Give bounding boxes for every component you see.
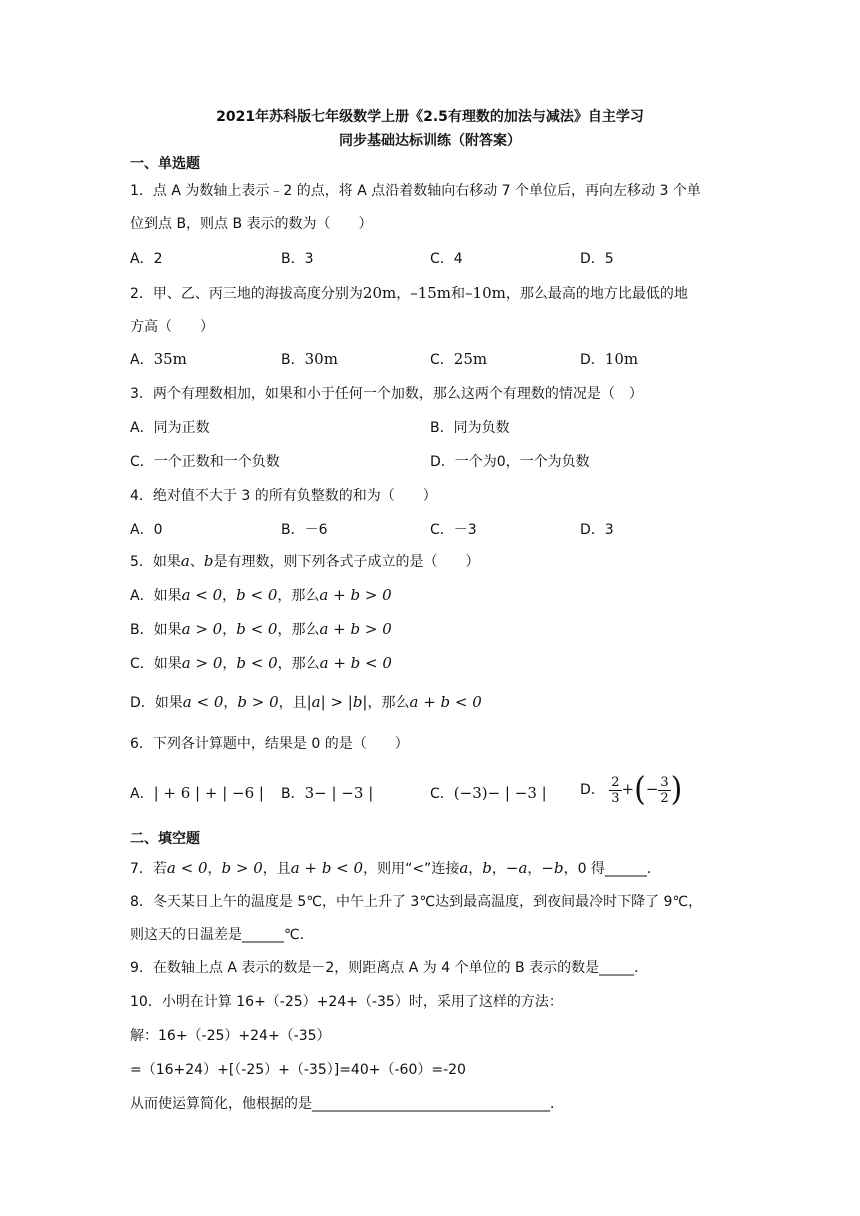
term-neg-a: −a	[505, 859, 528, 877]
altitude-1: 20m	[362, 284, 397, 302]
question-5-pre: 5．如果	[130, 554, 181, 570]
q7-pre: 7．若	[130, 861, 167, 877]
minus-sign: −	[645, 780, 659, 798]
then: ，那么	[277, 656, 320, 672]
question-6-line-1: 6．下列各计算题中，结果是 0 的是（ ）	[130, 736, 409, 752]
question-5-sep: 、	[189, 554, 204, 570]
question-1-line-2: 位到点 B，则点 B 表示的数为（ ）	[130, 216, 373, 232]
question-4-option-b: B．－6	[281, 522, 328, 538]
question-10-line-4: 从而使运算简化，他根据的是__________________________________．	[130, 1096, 564, 1112]
numerator: 3	[660, 774, 669, 790]
var-a: a	[180, 552, 190, 570]
option-expression: 3− | −3 |	[304, 784, 374, 802]
question-3-option-c: C．一个正数和一个负数	[130, 454, 280, 470]
question-3-option-b: B．同为负数	[430, 420, 510, 436]
option-label: B．	[281, 786, 305, 802]
question-6-option-c	[430, 783, 547, 803]
denominator: 3	[611, 790, 620, 806]
question-7-line-1	[130, 858, 661, 878]
question-1-option-b: B．3	[281, 251, 314, 267]
sep: ，	[491, 861, 506, 877]
condition-1: a < 0	[181, 586, 223, 604]
option-label: B．	[281, 352, 305, 368]
condition-1: a < 0	[182, 693, 224, 711]
option-label: C．如果	[130, 656, 182, 672]
question-5-option-a	[130, 585, 392, 605]
result: a + b > 0	[319, 586, 392, 604]
question-1-option-a: A．2	[130, 251, 163, 267]
question-4-line-1: 4．绝对值不大于 3 的所有负整数的和为（ ）	[130, 488, 437, 504]
question-2-line-2: 方高（ ）	[130, 319, 214, 335]
question-5-line-1	[130, 551, 479, 571]
condition-3: |a| > |b|	[306, 693, 368, 711]
then: ，那么	[277, 622, 320, 638]
sep: ，	[222, 656, 237, 672]
then: ，那么	[277, 588, 320, 604]
and: ，且	[262, 861, 291, 877]
numerator: 2	[611, 774, 620, 790]
option-expression: | + 6 | + | −6 |	[153, 784, 264, 802]
q7-mid: ，则用“<”连接	[363, 861, 460, 877]
question-2-text-a: 2．甲、乙、丙三地的海拔高度分别为	[130, 286, 363, 302]
condition-2: b > 0	[221, 859, 263, 877]
question-3-line-1: 3．两个有理数相加，如果和小于任何一个加数，那么这两个有理数的情况是（ ）	[130, 386, 643, 402]
question-2-option-a	[130, 349, 187, 369]
then: ，那么	[367, 695, 410, 711]
question-5-post: 是有理数，则下列各式子成立的是（ ）	[213, 554, 480, 570]
option-label: C．	[430, 352, 454, 368]
option-expression: (−3)− | −3 |	[453, 784, 547, 802]
term-neg-b: −b	[541, 859, 564, 877]
denominator: 2	[660, 790, 669, 806]
document-title: 2021年苏科版七年级数学上册《2.5有理数的加法与减法》自主学习	[216, 109, 644, 125]
question-10-line-1: 10．小明在计算 16+（-25）+24+（-35）时，采用了这样的方法：	[130, 994, 563, 1010]
option-label: B．如果	[130, 622, 182, 638]
condition-1: a < 0	[166, 859, 208, 877]
term-a: a	[459, 859, 469, 877]
question-1-option-d: D．5	[580, 251, 614, 267]
question-8-line-1: 8．冬天某日上午的温度是 5℃，中午上升了 3℃达到最高温度，到夜间最冷时下降了 9℃，	[130, 894, 703, 910]
question-4-option-a: A．0	[130, 522, 163, 538]
question-10-line-2: 解：16+（-25）+24+（-35）	[130, 1028, 331, 1044]
question-8-line-2: 则这天的日温差是______℃．	[130, 927, 314, 943]
question-1-option-c: C．4	[430, 251, 463, 267]
q7-post: ，0 得______．	[563, 861, 661, 877]
question-2-text-b: ，那么最高的地方比最低的地	[505, 286, 688, 302]
sep: ，	[223, 695, 238, 711]
document-subtitle: 同步基础达标训练（附答案）	[339, 133, 521, 149]
option-value: 10m	[604, 350, 639, 368]
option-label: D．如果	[130, 695, 183, 711]
fraction-two-thirds	[609, 775, 621, 806]
question-10-line-3: =（16+24）+[（-25）+（-35）]=40+（-60）=-20	[130, 1062, 466, 1078]
option-value: 35m	[153, 350, 187, 368]
sep: ，	[222, 588, 237, 604]
section-heading-fill-blank: 二、填空题	[130, 831, 200, 847]
plus-sign: +	[621, 780, 635, 798]
question-5-option-d	[130, 692, 482, 712]
result: a + b > 0	[319, 620, 392, 638]
question-2-line-1	[130, 283, 688, 303]
var-b: b	[203, 552, 214, 570]
question-2-and: 和	[451, 286, 466, 302]
question-2-option-c	[430, 349, 487, 369]
fraction-three-halves	[658, 775, 670, 806]
question-2-sep: ，	[396, 286, 411, 302]
question-4-option-d: D．3	[580, 522, 614, 538]
question-6-option-d	[580, 769, 682, 810]
question-3-option-d: D．一个为0，一个为负数	[430, 454, 590, 470]
question-5-option-c	[130, 653, 392, 673]
question-3-option-a: A．同为正数	[130, 420, 210, 436]
right-paren: )	[670, 770, 683, 809]
option-value: 25m	[453, 350, 488, 368]
condition-2: b < 0	[236, 620, 278, 638]
condition-2: b < 0	[236, 586, 278, 604]
result: a + b < 0	[409, 693, 482, 711]
question-2-option-b	[281, 349, 338, 369]
option-label: C．	[430, 786, 454, 802]
option-label: A．	[130, 352, 154, 368]
condition-2: b < 0	[236, 654, 278, 672]
and: ，且	[278, 695, 307, 711]
left-paren: (	[634, 770, 646, 809]
question-4-option-c: C．－3	[430, 522, 477, 538]
condition-1: a > 0	[181, 620, 223, 638]
option-label: A．如果	[130, 588, 182, 604]
condition-1: a > 0	[181, 654, 223, 672]
option-value: 30m	[304, 350, 338, 368]
sep: ，	[527, 861, 542, 877]
altitude-3: –10m	[465, 284, 506, 302]
question-6-option-a	[130, 783, 264, 803]
option-label: D．	[580, 782, 605, 798]
question-9-line-1: 9．在数轴上点 A 表示的数是－2，则距离点 A 为 4 个单位的 B 表示的数是_____．	[130, 960, 649, 976]
section-heading-single-choice: 一、单选题	[130, 156, 200, 172]
sep: ，	[468, 861, 483, 877]
altitude-2: –15m	[410, 284, 452, 302]
term-b: b	[482, 859, 492, 877]
sep: ，	[222, 622, 237, 638]
question-1-line-1: 1．点 A 为数轴上表示﹣2 的点，将 A 点沿着数轴向右移动 7 个单位后，再向左移动 3 个单	[130, 183, 701, 199]
question-5-option-b	[130, 619, 392, 639]
result: a + b < 0	[319, 654, 392, 672]
option-label: A．	[130, 786, 154, 802]
question-6-option-b	[281, 783, 373, 803]
sep: ，	[207, 861, 222, 877]
option-label: D．	[580, 352, 605, 368]
question-2-option-d	[580, 349, 638, 369]
condition-2: b > 0	[237, 693, 279, 711]
condition-3: a + b < 0	[290, 859, 364, 877]
